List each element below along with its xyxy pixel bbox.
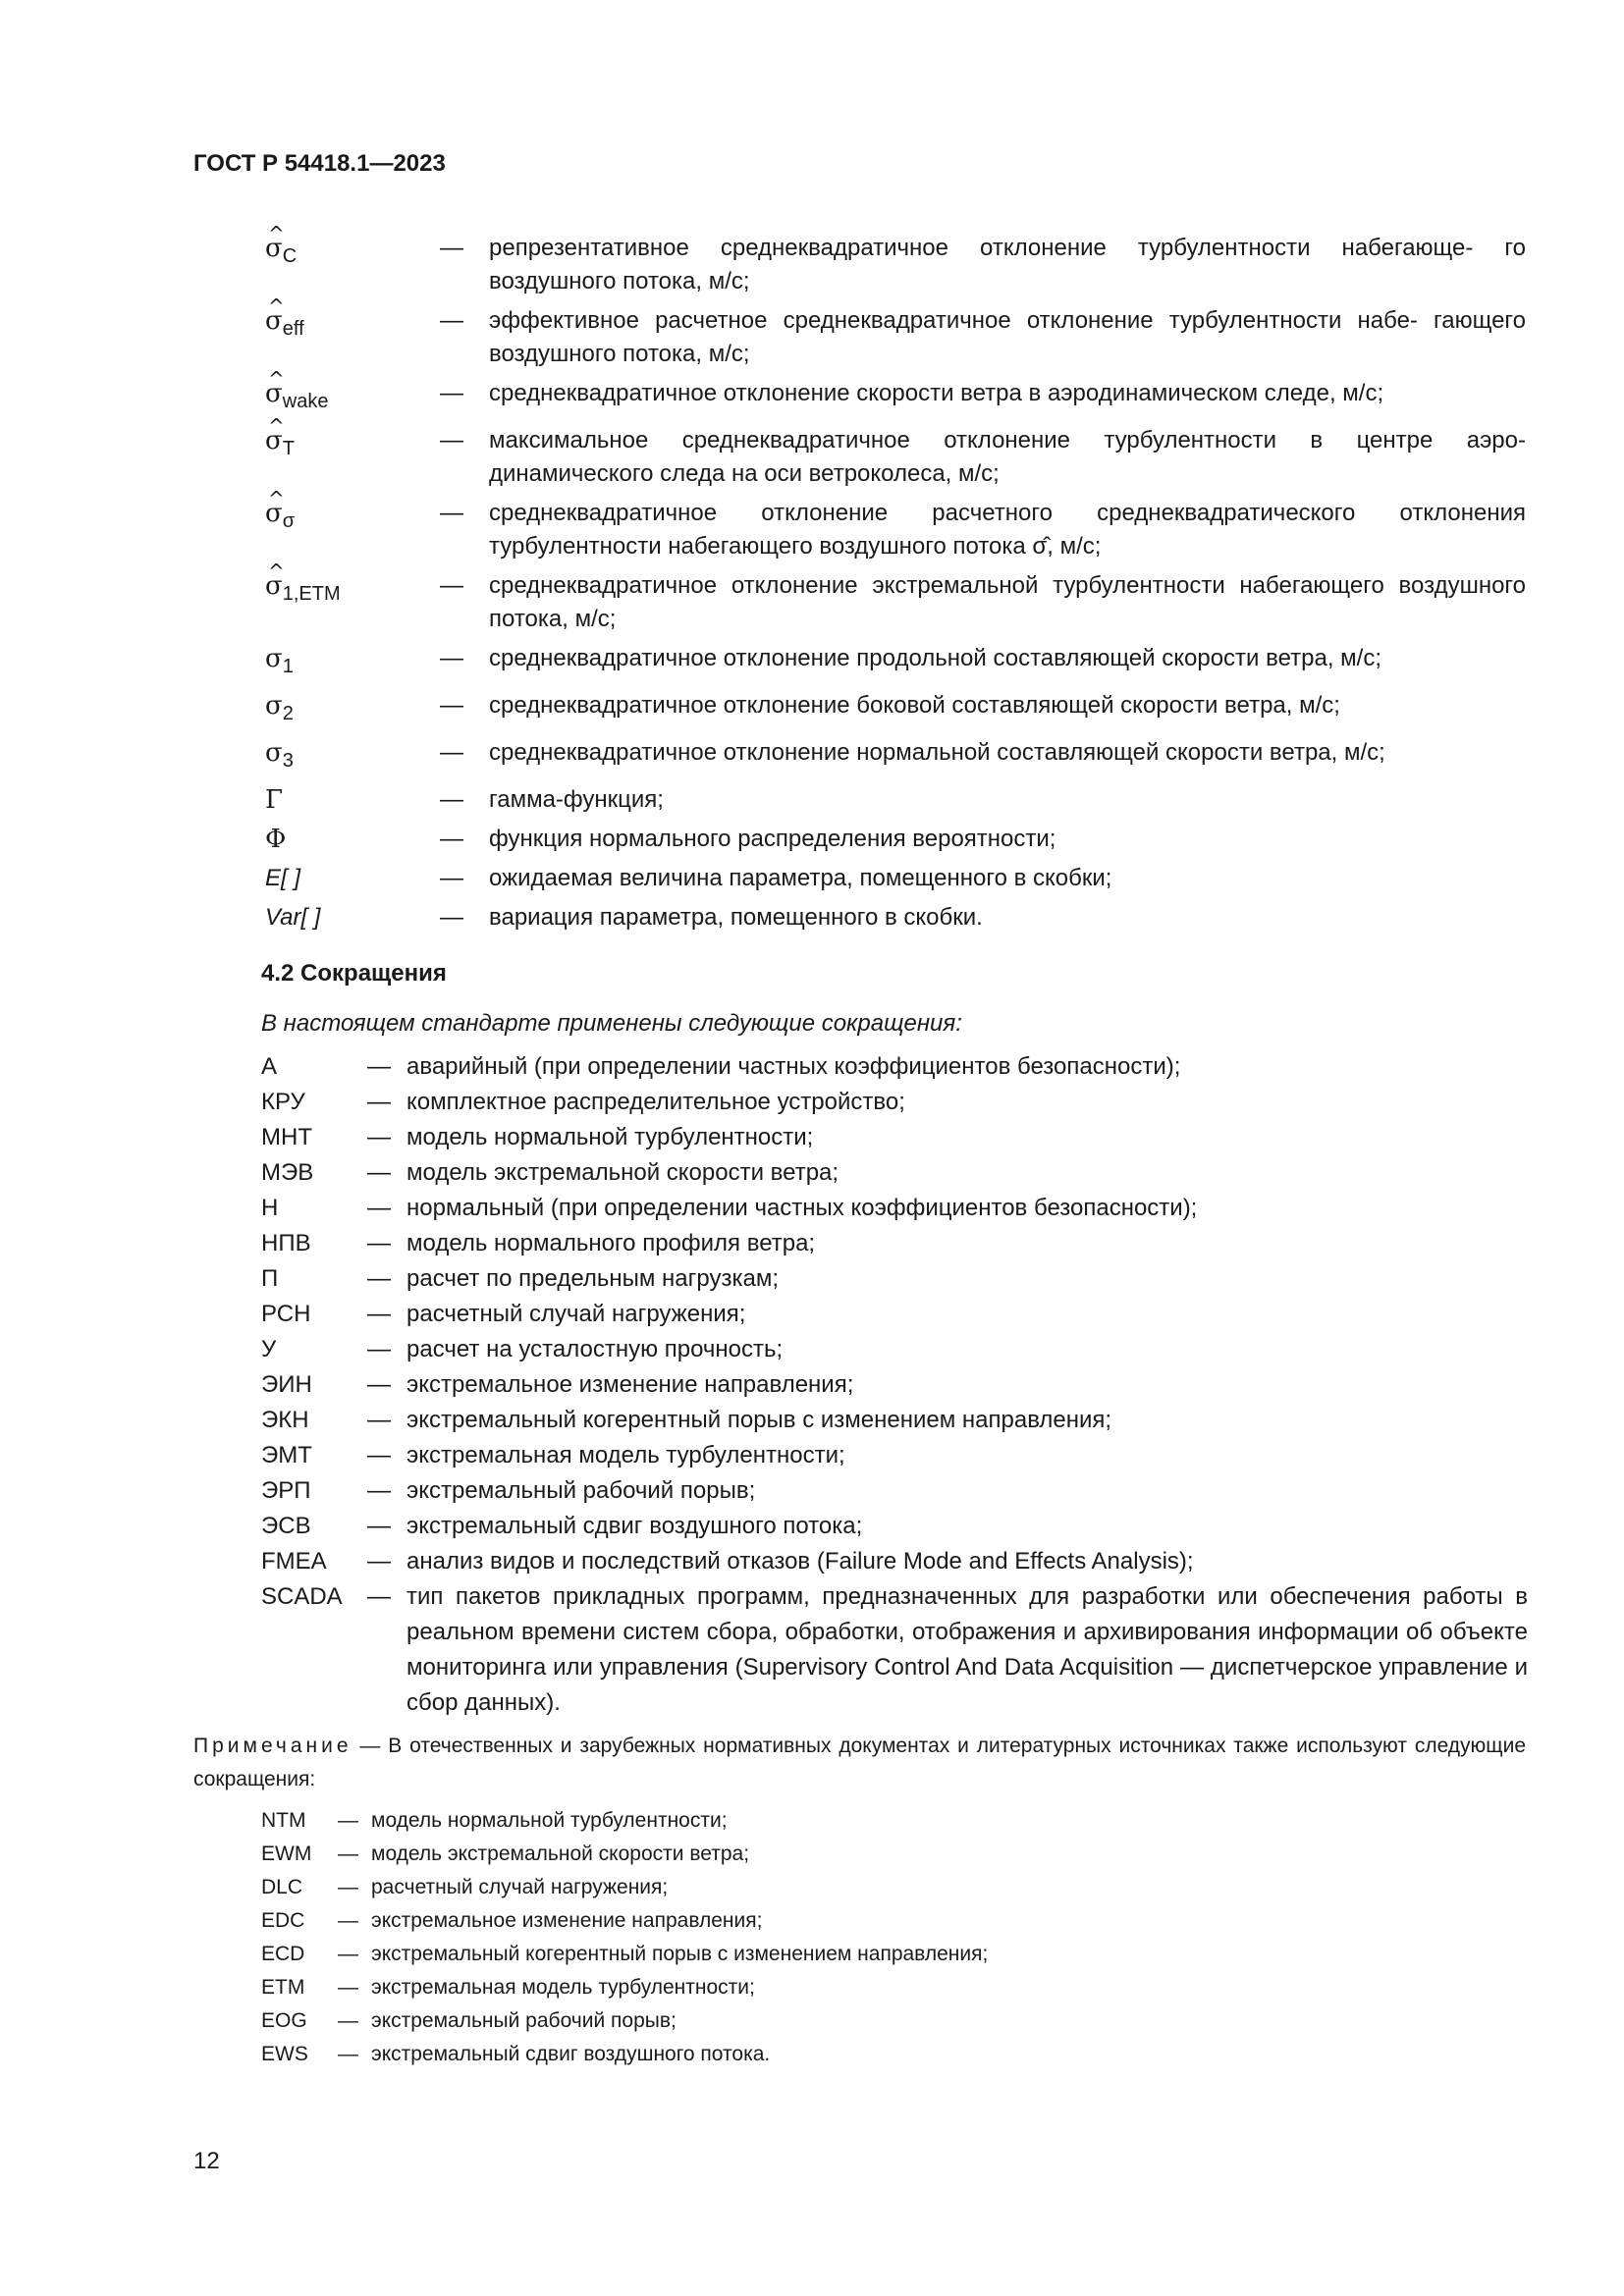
symbol-row xyxy=(265,424,1526,491)
abbreviation-description: модель нормальной турбулентности; xyxy=(406,1124,814,1150)
document-header: ГОСТ Р 54418.1—2023 xyxy=(193,150,446,177)
abbreviation-row xyxy=(261,1367,1528,1403)
dash: — xyxy=(367,1265,391,1292)
symbol-description: ожидаемая величина параметра, помещенного в скобки; xyxy=(489,865,1112,891)
dash: — xyxy=(338,1909,358,1932)
abbreviation-row xyxy=(261,1332,1528,1367)
dash: — xyxy=(440,380,463,406)
dash: — xyxy=(367,1053,391,1080)
abbreviation-description: экстремальное изменение направления; xyxy=(406,1371,854,1398)
symbol-description: среднеквадратичное отклонение скорости ветра в аэродинамическом следе, м/с; xyxy=(489,380,1384,406)
symbol-base: E[ ] xyxy=(265,865,301,891)
abbreviation-description: тип пакетов прикладных программ, предназначенных для разработки или обеспечения работы в реальном времени систем сбора, обработки, отображения и архивирования информации об объекте мониторинга или управления (Supervisory Control And Data Acquisition — диспетчерское управление и сбор данных). xyxy=(406,1583,1528,1716)
symbol-base: ^ σ xyxy=(265,424,283,457)
symbol xyxy=(265,642,440,683)
abbreviation: NTM xyxy=(261,1809,306,1832)
symbol-row xyxy=(265,736,1526,777)
abbreviations-list xyxy=(261,1049,1528,1721)
symbol-row xyxy=(265,689,1526,730)
symbol-row xyxy=(265,304,1526,371)
dash: — xyxy=(338,1809,358,1832)
symbol-subscript: 2 xyxy=(282,703,294,724)
abbreviation-description: экстремальное изменение направления; xyxy=(371,1909,763,1932)
abbreviation: МНТ xyxy=(261,1124,312,1150)
symbol xyxy=(265,569,440,636)
symbol-row xyxy=(265,377,1526,418)
dash: — xyxy=(338,1842,358,1865)
dash: — xyxy=(440,500,463,526)
symbol-base: ^ σ xyxy=(265,497,283,530)
dash: — xyxy=(338,1876,358,1898)
abbreviation-row xyxy=(261,1579,1528,1721)
symbol-base: ^ σ xyxy=(265,569,283,603)
symbols-list xyxy=(265,232,1526,940)
symbol xyxy=(265,736,440,777)
symbol-subscript: 1,ETM xyxy=(282,583,341,605)
symbol xyxy=(265,823,440,856)
symbol xyxy=(265,232,440,298)
dash: — xyxy=(440,572,463,599)
abbreviation-row xyxy=(261,1049,1528,1085)
dash: — xyxy=(367,1513,391,1539)
abbreviation-description: расчет на усталостную прочность; xyxy=(406,1336,784,1362)
symbol xyxy=(265,689,440,730)
symbol-base: Var[ ] xyxy=(265,904,321,931)
abbreviation-description: экстремальный рабочий порыв; xyxy=(371,2009,677,2032)
symbol-description: среднеквадратичное отклонение экстремальной турбулентности набегающего воздушного потока, м/с; xyxy=(489,572,1526,632)
abbreviation-description: расчетный случай нагружения; xyxy=(371,1876,669,1898)
abbreviation-row xyxy=(261,1085,1528,1120)
note-text: — В отечественных и зарубежных нормативных документах и литературных источниках также используют следующие сокращения: xyxy=(193,1735,1526,1790)
dash: — xyxy=(440,427,463,454)
symbol-row xyxy=(265,232,1526,298)
symbol xyxy=(265,377,440,418)
abbreviation-row xyxy=(261,1938,1243,1971)
abbreviation: FMEA xyxy=(261,1548,327,1575)
dash: — xyxy=(440,865,463,891)
abbreviation-row xyxy=(261,2038,1243,2071)
abbreviation-row xyxy=(261,1120,1528,1155)
abbreviation: Н xyxy=(261,1195,279,1221)
symbol xyxy=(265,424,440,491)
symbol-description: максимальное среднеквадратичное отклонение турбулентности в центре аэро- динамического следа на оси ветроколеса, м/с; xyxy=(489,427,1526,487)
dash: — xyxy=(367,1442,391,1468)
symbol-row xyxy=(265,862,1526,895)
dash: — xyxy=(440,235,463,261)
abbreviation-description: экстремальная модель турбулентности; xyxy=(406,1442,845,1468)
symbol-row xyxy=(265,783,1526,817)
abbreviation-row xyxy=(261,1544,1528,1579)
note-label: Примечание xyxy=(193,1735,352,1757)
symbol-subscript: eff xyxy=(282,318,304,340)
page-number: 12 xyxy=(193,2148,220,2174)
dash: — xyxy=(367,1371,391,1398)
abbreviation-description: нормальный (при определении частных коэффициентов безопасности); xyxy=(406,1195,1198,1221)
symbol xyxy=(265,783,440,817)
symbol-description: среднеквадратичное отклонение нормальной составляющей скорости ветра, м/с; xyxy=(489,739,1385,766)
dash: — xyxy=(367,1477,391,1504)
abbreviation: У xyxy=(261,1336,277,1362)
abbreviation-description: экстремальный сдвиг воздушного потока; xyxy=(406,1513,863,1539)
abbreviation-description: модель экстремальной скорости ветра; xyxy=(406,1159,839,1186)
abbreviation-description: экстремальный когерентный порыв с изменением направления; xyxy=(406,1407,1112,1433)
symbol-base: σ xyxy=(265,738,283,768)
dash: — xyxy=(338,1976,358,1999)
dash: — xyxy=(440,645,463,671)
dash: — xyxy=(440,739,463,766)
abbreviation: МЭВ xyxy=(261,1159,314,1186)
abbreviation: НПВ xyxy=(261,1230,311,1256)
abbreviation: ЭИН xyxy=(261,1371,312,1398)
symbol-description: функция нормального распределения вероятности; xyxy=(489,826,1056,852)
abbreviation: ЭКН xyxy=(261,1407,309,1433)
abbreviation-row xyxy=(261,2004,1243,2038)
abbreviation-row xyxy=(261,1904,1243,1938)
symbol-subscript: C xyxy=(282,245,298,267)
abbreviation-description: комплектное распределительное устройство; xyxy=(406,1089,905,1115)
symbol xyxy=(265,304,440,371)
note-abbreviations-list xyxy=(261,1804,1243,2071)
dash: — xyxy=(338,2043,358,2065)
abbreviation-row xyxy=(261,1804,1243,1838)
symbol-row xyxy=(265,497,1526,563)
abbreviation-description: модель нормального профиля ветра; xyxy=(406,1230,816,1256)
abbreviation-description: модель нормальной турбулентности; xyxy=(371,1809,728,1832)
symbol-row xyxy=(265,901,1526,934)
abbreviation: ЭСВ xyxy=(261,1513,311,1539)
abbreviation: РСН xyxy=(261,1301,311,1327)
abbreviation: ЭРП xyxy=(261,1477,311,1504)
dash: — xyxy=(440,307,463,334)
abbreviation-description: экстремальный сдвиг воздушного потока. xyxy=(371,2043,771,2065)
symbol-subscript: T xyxy=(282,438,295,459)
abbreviation-row xyxy=(261,1871,1243,1904)
symbol-row xyxy=(265,642,1526,683)
symbol-base: ^ σ xyxy=(265,232,283,265)
abbreviation: А xyxy=(261,1053,278,1080)
abbreviation-row xyxy=(261,1155,1528,1191)
symbol-base: ^ σ xyxy=(265,377,283,410)
abbreviation-description: экстремальная модель турбулентности; xyxy=(371,1976,755,1999)
symbol-base: Γ xyxy=(265,785,284,815)
abbreviation-description: экстремальный когерентный порыв с изменением направления; xyxy=(371,1943,989,1965)
dash: — xyxy=(367,1336,391,1362)
symbol-description: среднеквадратичное отклонение боковой составляющей скорости ветра, м/с; xyxy=(489,692,1340,719)
abbreviation-description: модель экстремальной скорости ветра; xyxy=(371,1842,750,1865)
abbreviation: ETM xyxy=(261,1976,305,1999)
symbol-description: среднеквадратичное отклонение расчетного среднеквадратического отклонения турбулентности набегающего воздушного потока σ̂, м/с; xyxy=(489,500,1526,560)
abbreviation: EWM xyxy=(261,1842,312,1865)
abbreviation-row xyxy=(261,1971,1243,2004)
note xyxy=(193,1730,1526,1796)
abbreviation: ЭМТ xyxy=(261,1442,312,1468)
abbreviation: П xyxy=(261,1265,279,1292)
dash: — xyxy=(367,1124,391,1150)
symbol-base: σ xyxy=(265,691,283,721)
dash: — xyxy=(367,1548,391,1575)
symbol xyxy=(265,862,440,895)
abbreviation: EOG xyxy=(261,2009,307,2032)
symbol-base: σ xyxy=(265,644,283,673)
dash: — xyxy=(367,1301,391,1327)
dash: — xyxy=(367,1159,391,1186)
symbol-base: Φ xyxy=(265,825,287,854)
dash: — xyxy=(367,1583,391,1610)
symbol-subscript: wake xyxy=(282,391,329,412)
abbreviation-row xyxy=(261,1226,1528,1261)
abbreviation-description: расчет по предельным нагрузкам; xyxy=(406,1265,780,1292)
symbol-subscript: 3 xyxy=(282,750,294,772)
abbreviation-row xyxy=(261,1403,1528,1438)
symbol-row xyxy=(265,569,1526,636)
abbreviation: SCADA xyxy=(261,1583,343,1610)
symbol xyxy=(265,901,440,934)
dash: — xyxy=(367,1407,391,1433)
abbreviation-row xyxy=(261,1261,1528,1297)
dash: — xyxy=(440,692,463,719)
abbreviation-row xyxy=(261,1297,1528,1332)
abbreviation-description: аварийный (при определении частных коэффициентов безопасности); xyxy=(406,1053,1181,1080)
symbol-row xyxy=(265,823,1526,856)
abbreviation: КРУ xyxy=(261,1089,305,1115)
abbreviation-row xyxy=(261,1191,1528,1226)
abbreviation-description: экстремальный рабочий порыв; xyxy=(406,1477,756,1504)
symbol-description: среднеквадратичное отклонение продольной составляющей скорости ветра, м/с; xyxy=(489,645,1381,671)
dash: — xyxy=(440,826,463,852)
symbol-description: эффективное расчетное среднеквадратичное отклонение турбулентности набе- гающего воздушного потока, м/с; xyxy=(489,307,1526,367)
symbol-subscript: σ xyxy=(282,510,296,532)
abbreviation: EDC xyxy=(261,1909,305,1932)
abbreviation-description: расчетный случай нагружения; xyxy=(406,1301,746,1327)
dash: — xyxy=(338,2009,358,2032)
dash: — xyxy=(367,1195,391,1221)
dash: — xyxy=(367,1230,391,1256)
symbol xyxy=(265,497,440,563)
abbreviation-row xyxy=(261,1838,1243,1871)
symbol-description: вариация параметра, помещенного в скобки. xyxy=(489,904,983,931)
abbreviation-row xyxy=(261,1509,1528,1544)
abbreviation: DLC xyxy=(261,1876,303,1898)
abbreviation-row xyxy=(261,1438,1528,1473)
dash: — xyxy=(338,1943,358,1965)
symbol-description: гамма-функция; xyxy=(489,786,664,813)
abbreviation-description: анализ видов и последствий отказов (Failure Mode and Effects Analysis); xyxy=(406,1548,1194,1575)
dash: — xyxy=(440,904,463,931)
dash: — xyxy=(440,786,463,813)
abbreviation-row xyxy=(261,1473,1528,1509)
symbol-description: репрезентативное среднеквадратичное отклонение турбулентности набегающе- го воздушного потока, м/с; xyxy=(489,235,1526,294)
dash: — xyxy=(367,1089,391,1115)
symbol-base: ^ σ xyxy=(265,304,283,338)
section-title: 4.2 Сокращения xyxy=(261,960,447,987)
abbreviations-intro: В настоящем стандарте применены следующие сокращения: xyxy=(261,1010,962,1037)
abbreviation: EWS xyxy=(261,2043,308,2065)
symbol-subscript: 1 xyxy=(282,656,294,677)
abbreviation: ECD xyxy=(261,1943,305,1965)
